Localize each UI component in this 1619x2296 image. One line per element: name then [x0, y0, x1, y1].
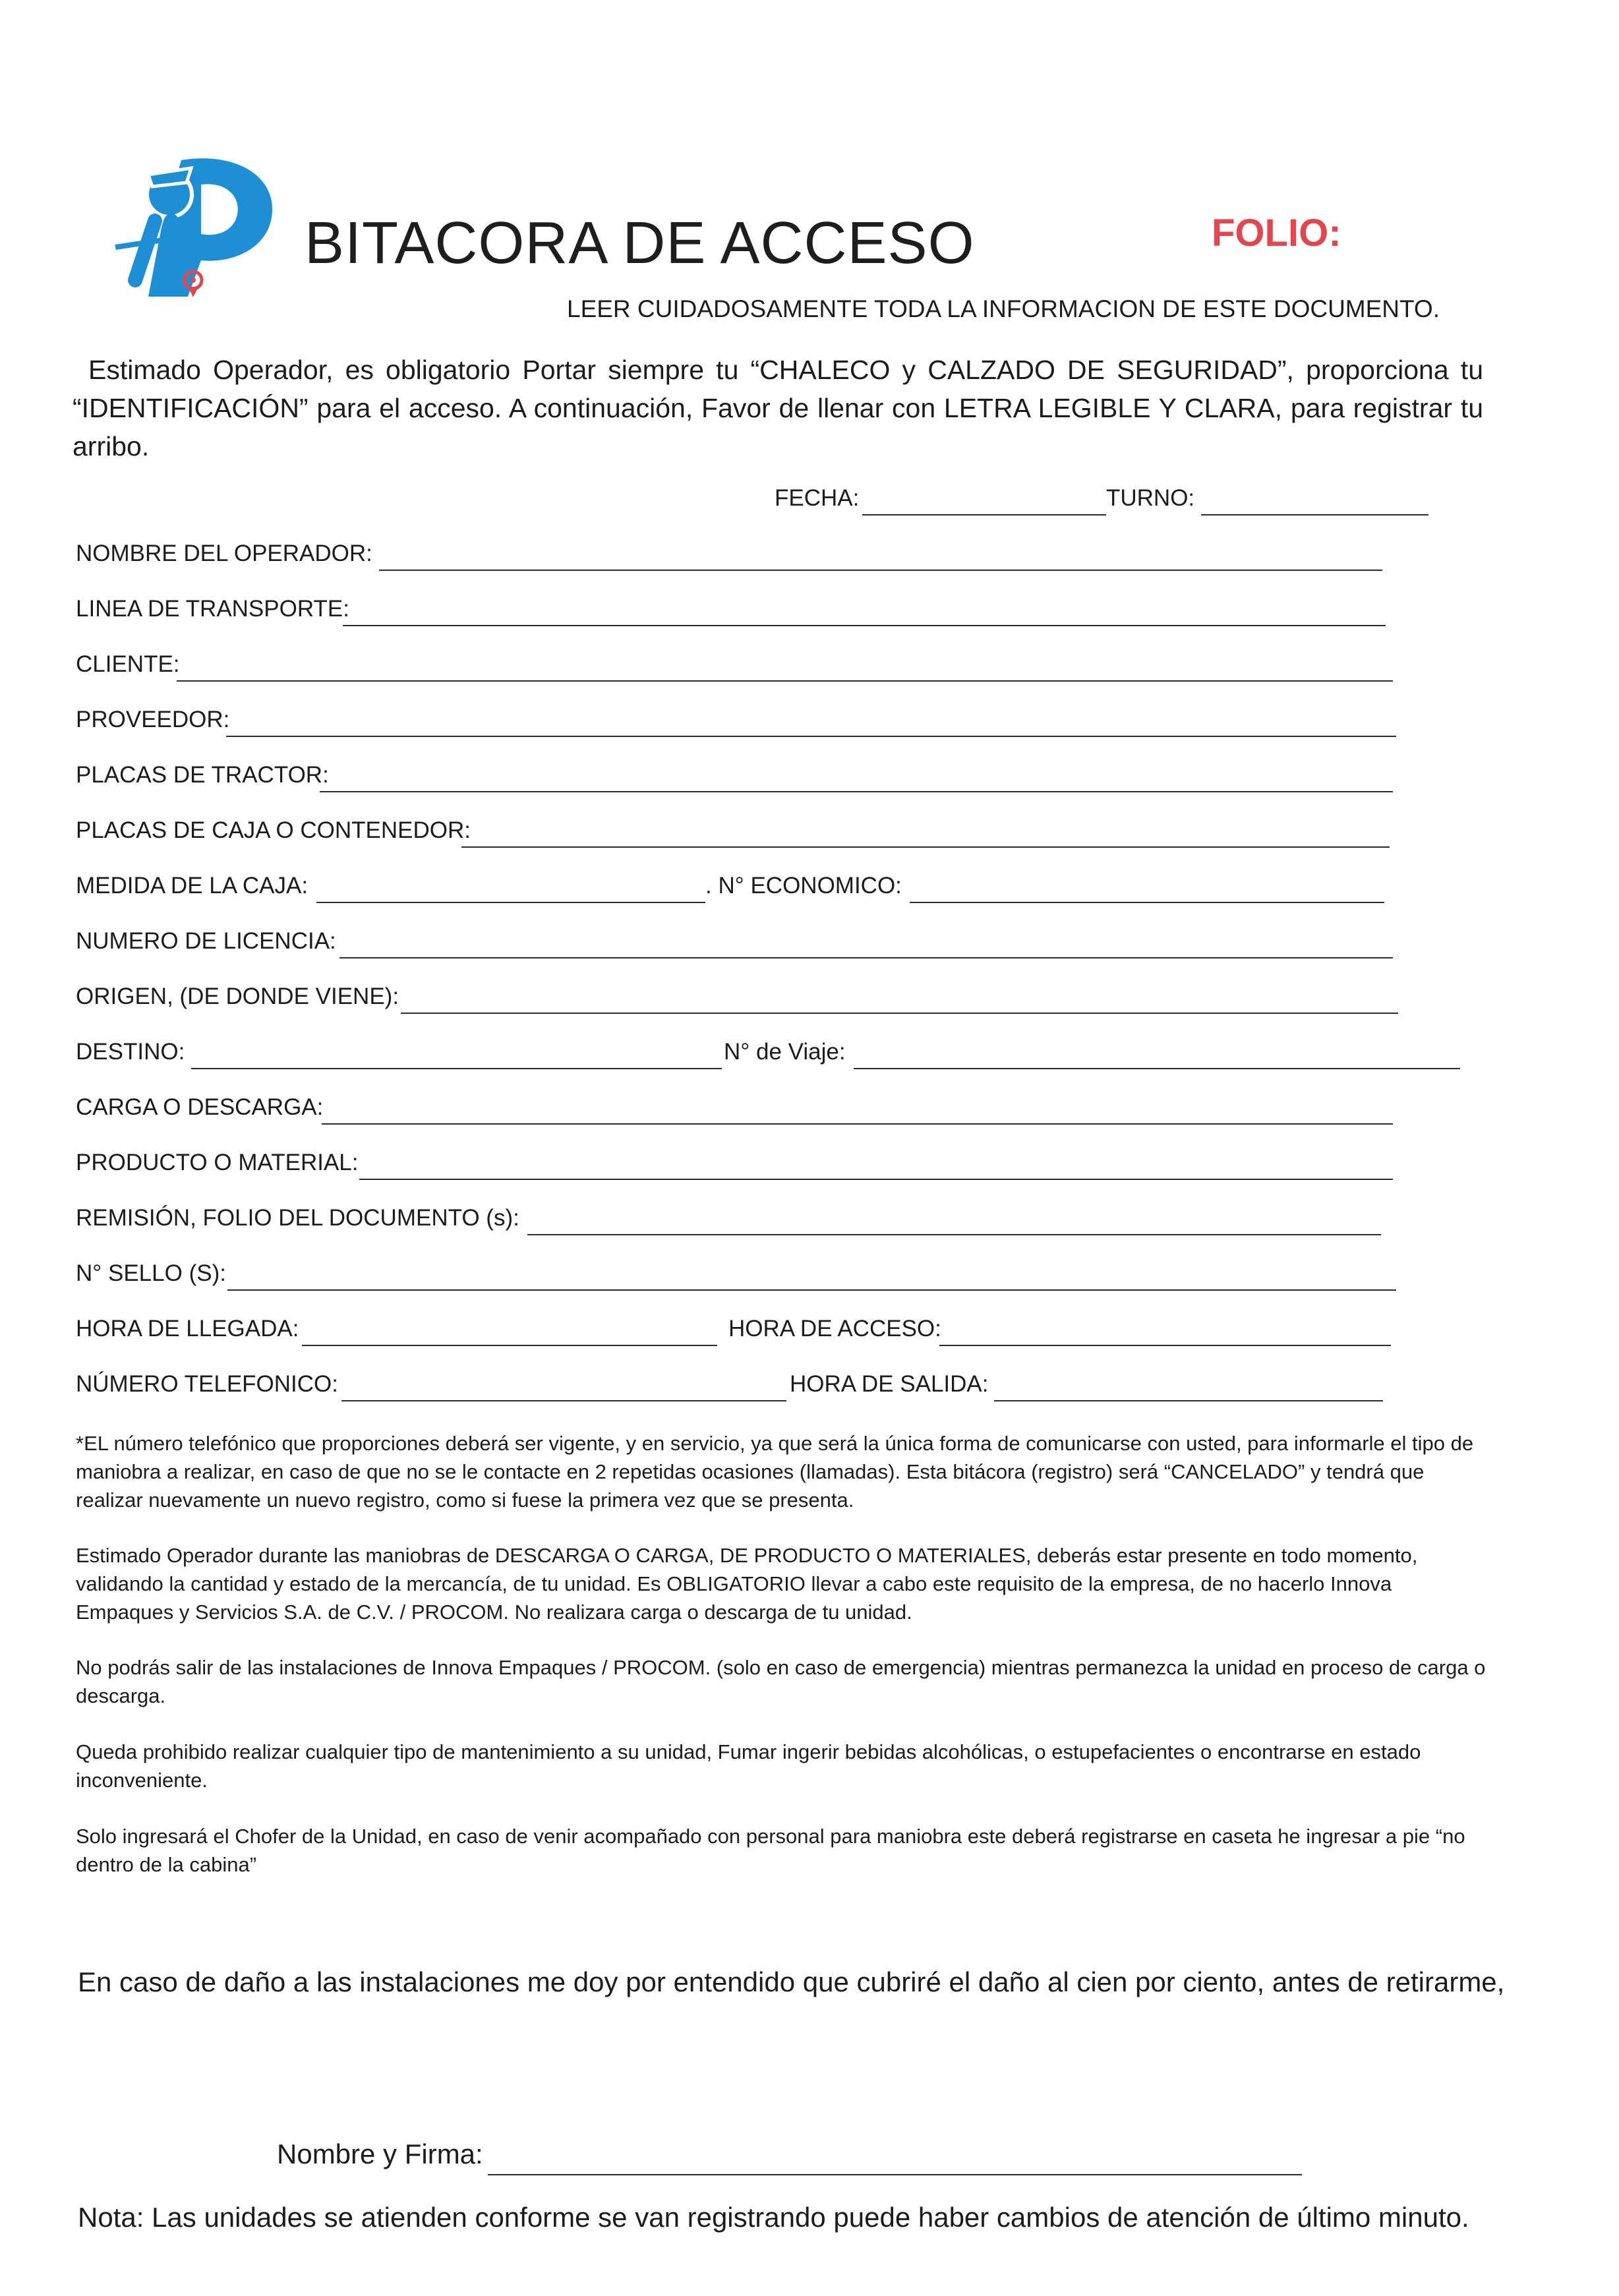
- damage-statement: En caso de daño a las instalaciones me doy por entendido que cubriré el daño al cien por ciento, antes de retirarme,: [78, 1966, 1505, 1997]
- viaje-label: N° de Viaje:: [724, 1039, 846, 1065]
- intro-paragraph: Estimado Operador, es obligatorio Portar siempre tu “CHALECO y CALZADO DE SEGURIDAD”, proporciona tu “IDENTIFICACIÓN” para el acceso. A continuación, Favor de llenar con LETRA LEGIBLE Y CLARA, para registrar tu arribo.: [73, 355, 1483, 461]
- producto-field[interactable]: [359, 1179, 1393, 1180]
- economico-field[interactable]: [910, 902, 1384, 903]
- signature-label: Nombre y Firma:: [277, 2138, 483, 2169]
- origen-label: ORIGEN, (DE DONDE VIENE):: [76, 984, 399, 1009]
- viaje-field[interactable]: [854, 1068, 1460, 1069]
- hora-salida-label: HORA DE SALIDA:: [790, 1371, 989, 1397]
- placas-caja-field[interactable]: [461, 846, 1390, 848]
- exit-restriction-note: No podrás salir de las instalaciones de Innova Empaques / PROCOM. (solo en caso de emergencia) mientras permanezca la unidad en proceso de carga o descarga.: [76, 1656, 1486, 1707]
- hora-acceso-field[interactable]: [939, 1345, 1391, 1346]
- medida-caja-field[interactable]: [316, 902, 705, 903]
- placas-caja-label: PLACAS DE CAJA O CONTENEDOR:: [76, 817, 471, 843]
- hora-llegada-field[interactable]: [302, 1345, 717, 1346]
- linea-transporte-label: LINEA DE TRANSPORTE:: [76, 596, 349, 622]
- folio-label: FOLIO:: [1212, 212, 1341, 254]
- proveedor-label: PROVEEDOR:: [76, 707, 230, 732]
- carga-descarga-field[interactable]: [322, 1123, 1393, 1125]
- carga-descarga-label: CARGA O DESCARGA:: [76, 1094, 324, 1120]
- medida-caja-label: MEDIDA DE LA CAJA:: [76, 873, 309, 898]
- cliente-field[interactable]: [177, 680, 1393, 682]
- destino-label: DESTINO:: [76, 1039, 185, 1065]
- remision-field[interactable]: [527, 1234, 1381, 1235]
- hora-llegada-label: HORA DE LLEGADA:: [76, 1316, 299, 1341]
- sello-field[interactable]: [227, 1289, 1396, 1291]
- origen-field[interactable]: [401, 1013, 1398, 1014]
- cliente-label: CLIENTE:: [76, 651, 180, 677]
- supervision-note: Estimado Operador durante las maniobras de DESCARGA O CARGA, DE PRODUCTO O MATERIALES, deberás estar presente en todo momento, validando la cantidad y estado de la mercancía, de tu unidad. Es OBLIGATORIO llevar a cabo este requisito de la empresa, de no hacerlo Innova Empaques y Servicios S.A. de C.V. / PROCOM. No realizara carga o descarga de tu unidad.: [76, 1544, 1418, 1624]
- placas-tractor-label: PLACAS DE TRACTOR:: [76, 762, 329, 788]
- hora-salida-field[interactable]: [994, 1400, 1383, 1401]
- producto-label: PRODUCTO O MATERIAL:: [76, 1150, 359, 1175]
- numero-licencia-field[interactable]: [339, 957, 1393, 958]
- remision-label: REMISIÓN, FOLIO DEL DOCUMENTO (s):: [76, 1205, 519, 1231]
- turno-label: TURNO:: [1106, 485, 1195, 511]
- destino-field[interactable]: [191, 1068, 722, 1069]
- driver-only-note: Solo ingresará el Chofer de la Unidad, en caso de venir acompañado con personal para maniobra este deberá registrarse en caseta he ingresar a pie “no dentro de la cabina”: [76, 1825, 1465, 1876]
- nombre-operador-field[interactable]: [379, 570, 1382, 571]
- signature-field[interactable]: [488, 2174, 1302, 2175]
- numero-licencia-label: NUMERO DE LICENCIA:: [76, 928, 336, 954]
- telefono-label: NÚMERO TELEFONICO:: [76, 1371, 339, 1397]
- company-logo-icon: [109, 148, 287, 303]
- prohibitions-note: Queda prohibido realizar cualquier tipo de mantenimiento a su unidad, Fumar ingerir bebidas alcohólicas, o estupefacientes o encontrarse en estado inconveniente.: [76, 1740, 1421, 1792]
- placas-tractor-field[interactable]: [320, 791, 1393, 792]
- document-title: BITACORA DE ACCESO: [305, 210, 975, 276]
- hora-acceso-label: HORA DE ACCESO:: [728, 1316, 941, 1341]
- fecha-label: FECHA:: [775, 485, 860, 511]
- read-carefully-warning: LEER CUIDADOSAMENTE TODA LA INFORMACION DE ESTE DOCUMENTO.: [567, 295, 1440, 322]
- economico-label: . N° ECONOMICO:: [705, 873, 902, 898]
- linea-transporte-field[interactable]: [343, 625, 1386, 626]
- telefono-field[interactable]: [341, 1400, 786, 1401]
- nombre-operador-label: NOMBRE DEL OPERADOR:: [76, 541, 372, 566]
- fecha-field[interactable]: [862, 514, 1106, 515]
- sello-label: N° SELLO (S):: [76, 1260, 226, 1286]
- attention-note: Nota: Las unidades se atienden conforme se van registrando puede haber cambios de atención de último minuto.: [78, 2202, 1469, 2233]
- phone-note: *EL número telefónico que proporciones deberá ser vigente, y en servicio, ya que será la única forma de comunicarse con usted, para informarle el tipo de maniobra a realizar, en caso de que no se le contacte en 2 repetidas ocasiones (llamadas). Esta bitácora (registro) será “CANCELADO” y tendrá que realizar nuevamente un nuevo registro, como si fuese la primera vez que se presenta.: [76, 1432, 1474, 1512]
- proveedor-field[interactable]: [226, 736, 1396, 737]
- turno-field[interactable]: [1201, 514, 1428, 515]
